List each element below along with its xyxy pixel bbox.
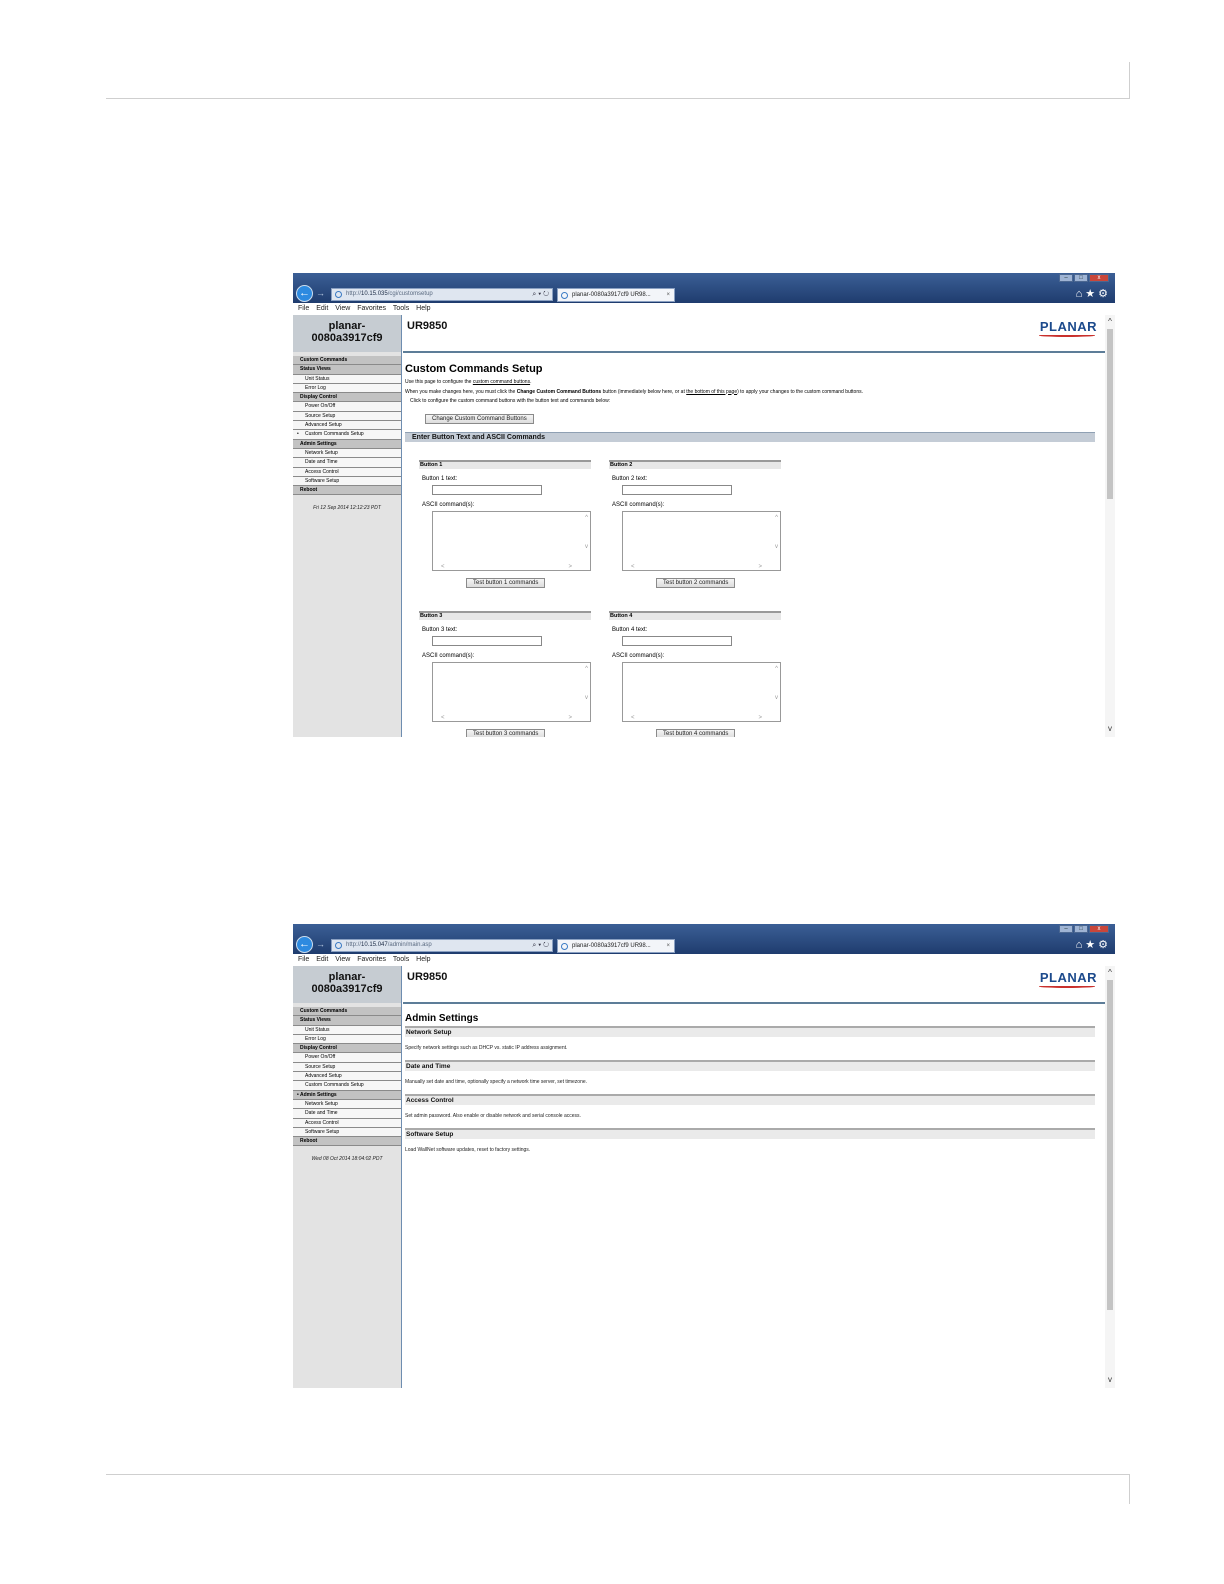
network-setup-desc: Specify network settings such as DHCP vs. static IP address assignment. (405, 1045, 568, 1051)
scroll-thumb[interactable] (1107, 980, 1113, 1310)
window-controls (1059, 274, 1109, 282)
sidebar-nav (293, 1007, 401, 1146)
footer-rule-tick (1129, 1474, 1130, 1504)
custom-command-buttons-link[interactable]: custom command buttons (472, 379, 531, 385)
scroll-down-icon[interactable]: v (1108, 724, 1112, 733)
scroll-up-icon[interactable]: ^ (585, 515, 588, 521)
button-2-cmd-label: ASCII command(s): (612, 502, 665, 508)
menu-edit[interactable]: Edit (316, 305, 329, 312)
menu-bar (293, 954, 1115, 966)
menu-tools[interactable]: Tools (392, 305, 410, 312)
forward-arrow-icon[interactable]: → (316, 939, 325, 949)
logo-swoosh (1039, 985, 1095, 988)
button-2-text-label: Button 2 text: (612, 476, 648, 482)
timestamp: Fri 12 Sep 2014 12:12:23 PDT (313, 505, 381, 512)
menu-bar (293, 303, 1115, 315)
tab-favicon-icon (561, 943, 568, 950)
menu-file[interactable]: File (298, 305, 310, 312)
scroll-down-icon[interactable]: v (1108, 1375, 1112, 1384)
header-rule-tick (1129, 62, 1130, 99)
menu-file[interactable]: File (298, 956, 310, 963)
page-header (403, 966, 1105, 1004)
url-host: 10.15.047 (361, 942, 388, 948)
configure-line: Click to configure the custom command buttons with the button text and commands below: (410, 398, 611, 404)
main-panel (403, 966, 1105, 1388)
date-and-time-link[interactable]: Date and Time (405, 1060, 1095, 1071)
nav-software-setup[interactable]: Software Setup (293, 477, 401, 486)
menu-edit[interactable]: Edit (316, 956, 329, 963)
button-4-group (609, 611, 781, 737)
back-arrow-icon[interactable]: ← (296, 285, 313, 302)
nav-source-setup[interactable]: Source Setup (293, 1063, 401, 1072)
button-1-cmd-label: ASCII command(s): (422, 502, 475, 508)
web-content (293, 315, 1115, 737)
menu-favorites[interactable]: Favorites (357, 305, 387, 312)
footer-rule (106, 1474, 1130, 1475)
software-setup-section (405, 1128, 1095, 1162)
browser-title-bar (293, 924, 1115, 954)
url-path: /cgi/customsetup (387, 291, 433, 297)
test-button-4[interactable]: Test button 4 commands (656, 729, 735, 737)
button-3-text-label: Button 3 text: (422, 627, 458, 633)
tab-title: planar-0080a3917cf9 UR98... (572, 943, 651, 949)
test-button-1[interactable]: Test button 1 commands (466, 578, 545, 588)
access-control-desc: Set admin password. Also enable or disable network and serial console access. (405, 1113, 581, 1119)
nav-custom-commands-setup[interactable]: • Custom Commands Setup (293, 430, 401, 439)
nav-unit-status[interactable]: Unit Status (293, 1026, 401, 1035)
menu-favorites[interactable]: Favorites (357, 956, 387, 963)
browser-tab[interactable] (557, 288, 675, 302)
scroll-left-icon[interactable]: < (441, 564, 445, 570)
test-button-3[interactable]: Test button 3 commands (466, 729, 545, 737)
button-3-ascii-textarea[interactable] (432, 662, 591, 722)
nav-error-log[interactable]: Error Log (293, 384, 401, 393)
nav-display-control[interactable]: Display Control (293, 393, 401, 402)
globe-icon (335, 291, 342, 298)
button-4-cmd-label: ASCII command(s): (612, 653, 665, 659)
scroll-down-icon[interactable]: v (775, 695, 778, 701)
nav-unit-status[interactable]: Unit Status (293, 375, 401, 384)
browser-title-bar (293, 273, 1115, 303)
button-1-header: Button 1 (419, 460, 591, 469)
date-and-time-section (405, 1060, 1095, 1094)
button-2-ascii-textarea[interactable] (622, 511, 781, 571)
button-4-text-label: Button 4 text: (612, 627, 648, 633)
nav-network-setup[interactable]: Network Setup (293, 1100, 401, 1109)
maximize-icon[interactable]: □ (1074, 274, 1088, 282)
section-title: Enter Button Text and ASCII Commands (405, 432, 1095, 442)
network-setup-section (405, 1026, 1095, 1060)
nav-admin-settings[interactable]: Admin Settings (293, 440, 401, 449)
scroll-up-icon[interactable]: ^ (775, 666, 778, 672)
nav-network-setup[interactable]: Network Setup (293, 449, 401, 458)
access-control-section (405, 1094, 1095, 1128)
software-setup-desc: Load WallNet software updates, reset to factory settings. (405, 1147, 531, 1153)
close-window-icon[interactable]: x (1089, 925, 1109, 933)
page-scrollbar[interactable] (1105, 966, 1115, 1388)
date-and-time-desc: Manually set date and time, optionally specify a network time server, set timezone. (405, 1079, 588, 1085)
url-path: /admin/main.asp (387, 942, 432, 948)
button-1-text-label: Button 1 text: (422, 476, 458, 482)
button-3-cmd-label: ASCII command(s): (422, 653, 475, 659)
scroll-up-icon[interactable]: ^ (1108, 968, 1112, 977)
home-favorites-settings-icons[interactable]: ⌂★⚙ (1075, 288, 1111, 300)
search-refresh-icons[interactable]: ⌕ ▾ ↻ (532, 942, 549, 949)
scroll-down-icon[interactable]: v (775, 544, 778, 550)
browser-tab[interactable] (557, 939, 675, 953)
back-arrow-icon[interactable]: ← (296, 936, 313, 953)
close-window-icon[interactable]: x (1089, 274, 1109, 282)
nav-display-control[interactable]: Display Control (293, 1044, 401, 1053)
tab-title: planar-0080a3917cf9 UR98... (572, 292, 651, 298)
page-header (403, 315, 1105, 353)
button-2-text-input[interactable] (622, 485, 732, 495)
scroll-down-icon[interactable]: v (585, 695, 588, 701)
maximize-icon[interactable]: □ (1074, 925, 1088, 933)
change-custom-command-buttons-button[interactable]: Change Custom Command Buttons (425, 414, 534, 424)
window-controls (1059, 925, 1109, 933)
main-panel (403, 315, 1105, 737)
tab-close-icon[interactable]: × (666, 292, 670, 298)
nav-error-log[interactable]: Error Log (293, 1035, 401, 1044)
scroll-right-icon[interactable]: > (568, 715, 572, 721)
menu-tools[interactable]: Tools (392, 956, 410, 963)
model-name: UR9850 (407, 971, 448, 983)
menu-help[interactable]: Help (416, 956, 431, 963)
menu-help[interactable]: Help (416, 305, 431, 312)
nav-source-setup[interactable]: Source Setup (293, 412, 401, 421)
left-sidebar (293, 966, 402, 1388)
scroll-right-icon[interactable]: > (758, 564, 762, 570)
scroll-up-icon[interactable]: ^ (1108, 317, 1112, 326)
nav-reboot[interactable]: Reboot (293, 1137, 401, 1146)
timestamp: Wed 08 Oct 2014 18:04:02 PDT (311, 1156, 383, 1163)
button-4-header: Button 4 (609, 611, 781, 620)
instructions-line: When you make changes here, you must click the Change Custom Command Buttons button (immediately below here, or at the bottom of this page) to apply your changes to the custom command buttons. (405, 388, 864, 395)
device-name: planar- 0080a3917cf9 (293, 966, 401, 1003)
button-4-text-input[interactable] (622, 636, 732, 646)
url-host: 10.15.035 (361, 291, 388, 297)
page-scrollbar[interactable] (1105, 315, 1115, 737)
nav-admin-settings[interactable]: • Admin Settings (293, 1091, 401, 1100)
intro-line: Use this page to configure the custom command buttons. (405, 379, 532, 385)
scroll-down-icon[interactable]: v (585, 544, 588, 550)
globe-icon (335, 942, 342, 949)
address-bar[interactable]: http://10.15.035/cgi/customsetup ⌕ ▾ ↻ (331, 288, 553, 301)
device-name: planar- 0080a3917cf9 (293, 315, 401, 352)
nav-advanced-setup[interactable]: Advanced Setup (293, 1072, 401, 1081)
nav-custom-commands[interactable]: Custom Commands (293, 1007, 401, 1016)
nav-power-on-off[interactable]: Power On/Off (293, 402, 401, 411)
nav-custom-commands-setup[interactable]: Custom Commands Setup (293, 1081, 401, 1090)
tab-close-icon[interactable]: × (666, 943, 670, 949)
nav-custom-commands[interactable]: Custom Commands (293, 356, 401, 365)
access-control-link[interactable]: Access Control (405, 1094, 1095, 1105)
minimize-icon[interactable]: – (1059, 925, 1073, 933)
planar-logo: PLANAR (1039, 970, 1097, 985)
custom-commands-screenshot (293, 273, 1115, 737)
sidebar-nav (293, 356, 401, 495)
menu-view[interactable]: View (335, 305, 351, 312)
button-2-group (609, 460, 781, 589)
scroll-thumb[interactable] (1107, 329, 1113, 499)
address-bar[interactable]: http://10.15.047/admin/main.asp ⌕ ▾ ↻ (331, 939, 553, 952)
nav-access-control[interactable]: Access Control (293, 468, 401, 477)
forward-arrow-icon[interactable]: → (316, 288, 325, 298)
scroll-right-icon[interactable]: > (568, 564, 572, 570)
tab-favicon-icon (561, 292, 568, 299)
test-button-2[interactable]: Test button 2 commands (656, 578, 735, 588)
button-3-group (419, 611, 591, 737)
nav-access-control[interactable]: Access Control (293, 1119, 401, 1128)
minimize-icon[interactable]: – (1059, 274, 1073, 282)
planar-logo: PLANAR (1039, 319, 1097, 334)
button-1-ascii-textarea[interactable] (432, 511, 591, 571)
nav-date-and-time[interactable]: Date and Time (293, 458, 401, 467)
page-title: Admin Settings (405, 1013, 479, 1024)
software-setup-link[interactable]: Software Setup (405, 1128, 1095, 1139)
web-content (293, 966, 1115, 1388)
nav-status-views[interactable]: Status Views (293, 1016, 401, 1025)
button-2-header: Button 2 (609, 460, 781, 469)
menu-view[interactable]: View (335, 956, 351, 963)
nav-status-views[interactable]: Status Views (293, 365, 401, 374)
network-setup-link[interactable]: Network Setup (405, 1026, 1095, 1037)
button-3-header: Button 3 (419, 611, 591, 620)
button-3-text-input[interactable] (432, 636, 542, 646)
model-name: UR9850 (407, 320, 448, 332)
nav-reboot[interactable]: Reboot (293, 486, 401, 495)
nav-software-setup[interactable]: Software Setup (293, 1128, 401, 1137)
scroll-up-icon[interactable]: ^ (585, 666, 588, 672)
nav-power-on-off[interactable]: Power On/Off (293, 1053, 401, 1062)
scroll-left-icon[interactable]: < (631, 564, 635, 570)
header-rule (106, 98, 1130, 99)
button-1-text-input[interactable] (432, 485, 542, 495)
nav-advanced-setup[interactable]: Advanced Setup (293, 421, 401, 430)
button-4-ascii-textarea[interactable] (622, 662, 781, 722)
admin-settings-screenshot (293, 924, 1115, 1388)
button-1-group (419, 460, 591, 589)
scroll-left-icon[interactable]: < (631, 715, 635, 721)
left-sidebar (293, 315, 402, 737)
logo-swoosh (1039, 334, 1095, 337)
scroll-up-icon[interactable]: ^ (775, 515, 778, 521)
scroll-right-icon[interactable]: > (758, 715, 762, 721)
bottom-of-page-link[interactable]: the bottom of this page (686, 388, 738, 395)
nav-date-and-time[interactable]: Date and Time (293, 1109, 401, 1118)
scroll-left-icon[interactable]: < (441, 715, 445, 721)
search-refresh-icons[interactable]: ⌕ ▾ ↻ (532, 291, 549, 298)
page-title: Custom Commands Setup (405, 363, 543, 375)
home-favorites-settings-icons[interactable]: ⌂★⚙ (1075, 939, 1111, 951)
